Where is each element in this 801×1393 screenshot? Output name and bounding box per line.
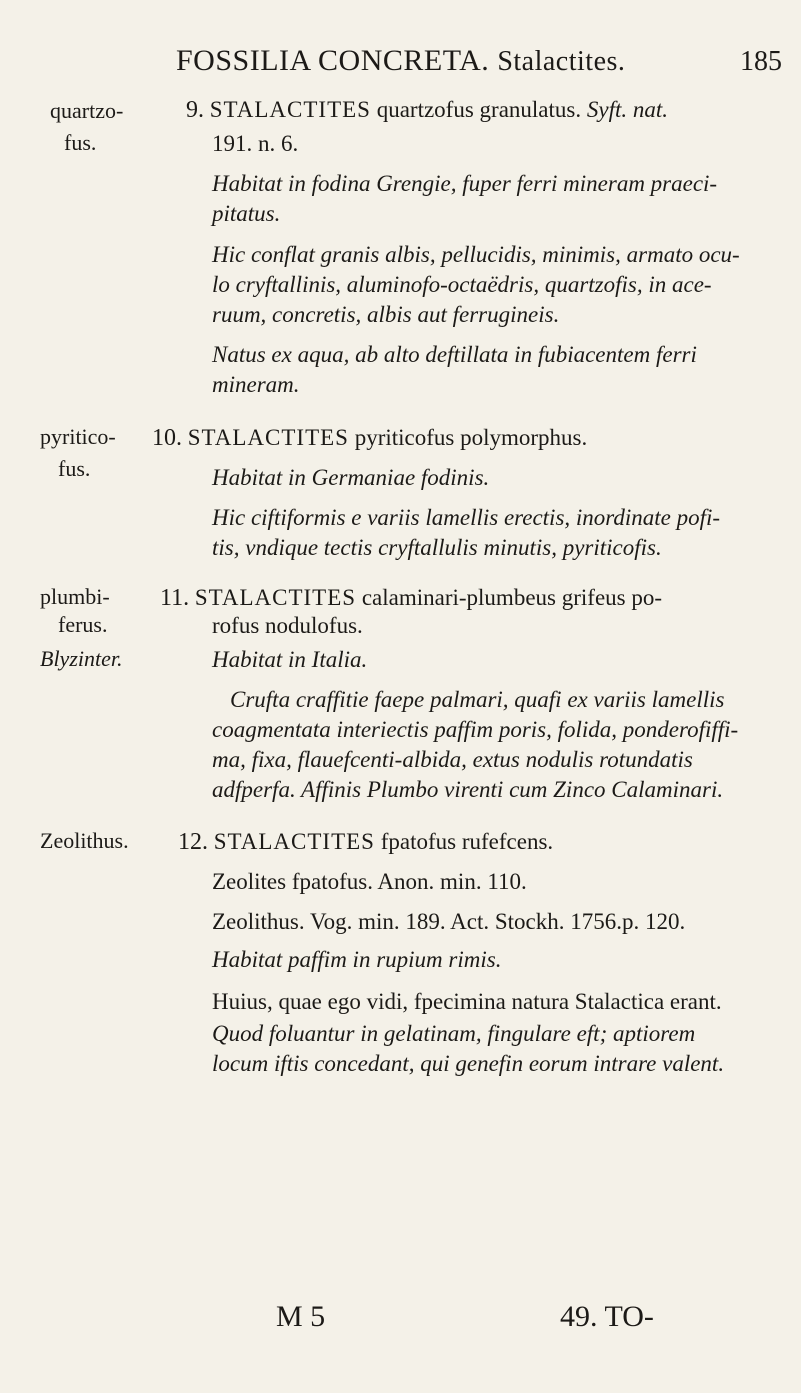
entry-heading [178,830,553,854]
margin-note: plumbi- [40,584,110,609]
entry-name: STALACTITES [213,829,375,854]
text-line: Zeolites fpatofus. Anon. min. 110. [212,869,527,894]
margin-note: fus. [64,130,97,155]
text-line: locum iftis concedant, qui genefin eorum intrare valent. [212,1051,725,1076]
text-line: tis, vndique tectis cryftallulis minutis, pyriticofis. [212,535,662,560]
entry-head-rest: calaminari-plumbeus grifeus po- [356,585,663,610]
text-line: Crufta craffitie faepe palmari, quafi ex variis lamellis [230,687,725,712]
entry-name: STALACTITES [209,97,371,122]
entry-heading [160,586,662,610]
header-subtitle: Stalactites. [497,46,626,77]
entry-head-rest: pyriticofus polymorphus. [348,425,588,450]
text-line: Quod foluantur in gelatinam, fingulare eft; aptiorem [212,1021,696,1046]
header-title [176,44,625,78]
text-line: Natus ex aqua, ab alto deftillata in fubiacentem ferri [212,342,697,367]
entry-heading [152,426,587,450]
signature-mark: M 5 [276,1300,326,1333]
margin-note: quartzo- [50,98,124,123]
text-line: lo cryftallinis, aluminofo-octaëdris, quartzofis, in ace- [212,272,712,297]
entry-name: STALACTITES [194,585,357,610]
catchword: 49. TO- [560,1300,654,1333]
entry-number: 11. [160,585,190,611]
running-header [0,40,801,80]
entry-reference-line: 191. n. 6. [212,131,299,156]
text-line: Zeolithus. Vog. min. 189. Act. Stockh. 1756.p. 120. [212,909,686,934]
text-line: coagmentata interiectis paffim poris, folida, ponderofiffi- [212,717,739,742]
text-line: mineram. [212,372,300,397]
margin-note: Blyzinter. [40,646,123,671]
margin-note: pyritico- [40,424,116,449]
text-line: Habitat paffim in rupium rimis. [212,947,502,972]
entry-number: 10. [152,425,182,451]
page-footer [0,1300,801,1344]
text-line: Habitat in Italia. [212,647,368,672]
text-line: Hic ciftiformis e variis lamellis erectis, inordinate pofi- [212,505,721,530]
margin-note: fus. [58,456,91,481]
text-line: Huius, quae ego vidi, fpecimina natura Stalactica erant. [212,989,722,1014]
header-title-text: FOSSILIA CONCRETA. [176,44,490,77]
entry-head-rest: quartzofus granulatus. [370,97,587,122]
text-line: Habitat in Germaniae fodinis. [212,465,490,490]
text-line: Hic conflat granis albis, pellucidis, minimis, armato ocu- [212,242,740,267]
entry-head-rest: fpatofus rufefcens. [374,829,554,854]
margin-note: Zeolithus. [40,828,129,853]
entry-heading [186,98,668,122]
text-line: ma, fixa, flauefcenti-albida, extus nodulis rotundatis [212,747,693,772]
text-line: adfperfa. Affinis Plumbo virenti cum Zinco Calaminari. [212,777,724,802]
entry-name: STALACTITES [187,425,349,450]
text-line: pitatus. [212,201,281,226]
text-line: ruum, concretis, albis aut ferrugineis. [212,302,560,327]
entry-number: 9. [186,97,204,123]
entry-reference: Syft. nat. [586,97,668,122]
page-number: 185 [740,46,782,77]
text-line: rofus nodulofus. [212,613,363,638]
entry-number: 12. [178,829,208,855]
text-line: Habitat in fodina Grengie, fuper ferri mineram praeci- [212,171,718,196]
margin-note: ferus. [58,612,108,637]
